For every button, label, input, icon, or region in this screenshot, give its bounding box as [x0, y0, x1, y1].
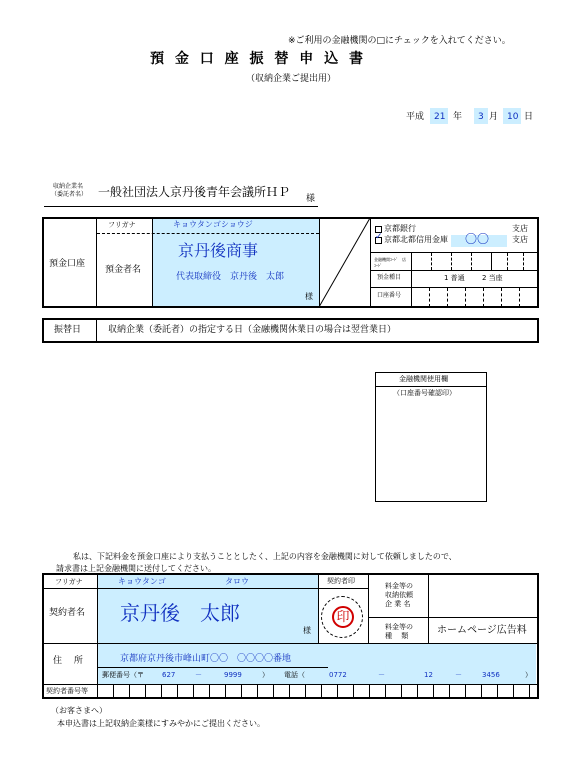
seal-label: 契約者印 [327, 577, 355, 585]
bank2-branch: 〇〇 [465, 232, 490, 246]
date-month: 3 [478, 112, 484, 122]
contract-furigana-label: フリガナ [55, 578, 83, 586]
bank2-check-mark: ✓ [375, 232, 383, 242]
address-label: 住 所 [53, 656, 83, 666]
phone-dash1: － [378, 671, 385, 679]
form-subtitle: （収納企業ご提出用） [246, 74, 337, 84]
payee-underline [44, 206, 318, 207]
date-day: 10 [507, 112, 519, 122]
phone-part1: 0772 [329, 671, 347, 679]
bank1-branch-suffix: 支店 [512, 224, 528, 233]
contract-furigana-given: タロウ [225, 577, 249, 586]
phone-end: ） [525, 671, 532, 679]
bank-use-title: 金融機関使用欄 [399, 375, 448, 383]
date-month-unit: 月 [489, 112, 499, 122]
account-holder-rep: 代表取締役 京丹後 太郎 [176, 272, 285, 282]
form-title: 預 金 口 座 振 替 申 込 書 [150, 51, 366, 67]
phone-part2: 12 [424, 671, 433, 679]
contract-honorific: 様 [303, 626, 311, 635]
payee-label: 収納企業名 [53, 183, 84, 190]
date-year: 21 [434, 112, 446, 122]
seal-char: 印 [336, 609, 350, 625]
date-era: 平成 [406, 112, 425, 122]
phone-dash2: － [455, 671, 462, 679]
date-day-unit: 日 [524, 112, 534, 122]
account-section-label: 預金口座 [49, 259, 86, 269]
postal-end: ） [262, 671, 269, 679]
postal-part1: 627 [162, 671, 176, 679]
transfer-day-label: 振替日 [54, 325, 82, 335]
holder-label: 預金者名 [105, 265, 142, 275]
bank1-name: 京都銀行 [384, 224, 416, 233]
fee-type-value: ホームページ広告料 [437, 625, 527, 636]
bank-code-label: 金融機関ｺｰﾄﾞ 店 ｺｰﾄﾞ [374, 257, 410, 268]
deposit-type-current[interactable]: 2 当座 [482, 274, 503, 282]
account-holder-name: 京丹後商事 [178, 241, 259, 260]
deposit-type-label: 預金種目 [377, 274, 402, 281]
payee-label-sub: （委託者名） [51, 191, 88, 198]
diagonal-strike [319, 218, 371, 308]
instruction-note: ※ご利用の金融機関の□にチェックを入れてください。 [288, 36, 511, 46]
address-value: 京都府京丹後市峰山町〇〇 〇〇〇〇番地 [120, 654, 292, 664]
transfer-day-text: 収納企業（委託者）の指定する日（金融機関休業日の場合は翌営業日） [108, 325, 397, 335]
bank-use-subtitle: （口座番号確認印） [393, 389, 456, 397]
fee-requester-label: 料金等の 収納依頼 企 業 名 [385, 582, 413, 609]
bank2-branch-suffix: 支店 [512, 235, 528, 244]
seal-stamp [332, 606, 354, 628]
bank2-name: 京都北都信用金庫 [384, 235, 448, 244]
footer-text: 本申込書は上記収納企業様にすみやかにご提出ください。 [57, 719, 265, 728]
contract-furigana-surname: キョウタンゴ [118, 577, 166, 586]
account-furigana-label: フリガナ [108, 221, 136, 229]
payee-name: 一般社団法人京丹後青年会議所ＨＰ [98, 185, 291, 199]
contract-number-label: 契約者番号等 [46, 687, 88, 695]
date-year-unit: 年 [453, 112, 463, 122]
payee-honorific: 様 [306, 194, 316, 204]
footer-heading: （お客さまへ） [51, 706, 107, 715]
account-furigana-value: キョウタンゴショウジ [173, 220, 253, 229]
phone-part3: 3456 [482, 671, 500, 679]
postal-dash: － [195, 671, 202, 679]
postal-label: 郵便番号（〒 [102, 671, 144, 679]
account-honorific: 様 [305, 292, 313, 301]
contract-number-cells[interactable] [98, 685, 536, 698]
statement-line1: 私は、下記料金を預金口座により支払うこととしたく、上記の内容を金融機関に対して依頼しましたので、 [73, 552, 457, 561]
statement-line2: 請求書は上記金融機関に送付してください。 [56, 564, 216, 573]
fee-type-label: 料金等の 種 類 [385, 623, 413, 641]
account-number-label: 口座番号 [377, 292, 402, 299]
contract-name: 京丹後 太郎 [120, 601, 240, 625]
deposit-type-ordinary[interactable]: 1 普通 [444, 274, 465, 282]
postal-part2: 9999 [224, 671, 242, 679]
phone-label: 電話（ [284, 671, 305, 679]
contract-name-label: 契約者名 [49, 608, 86, 618]
